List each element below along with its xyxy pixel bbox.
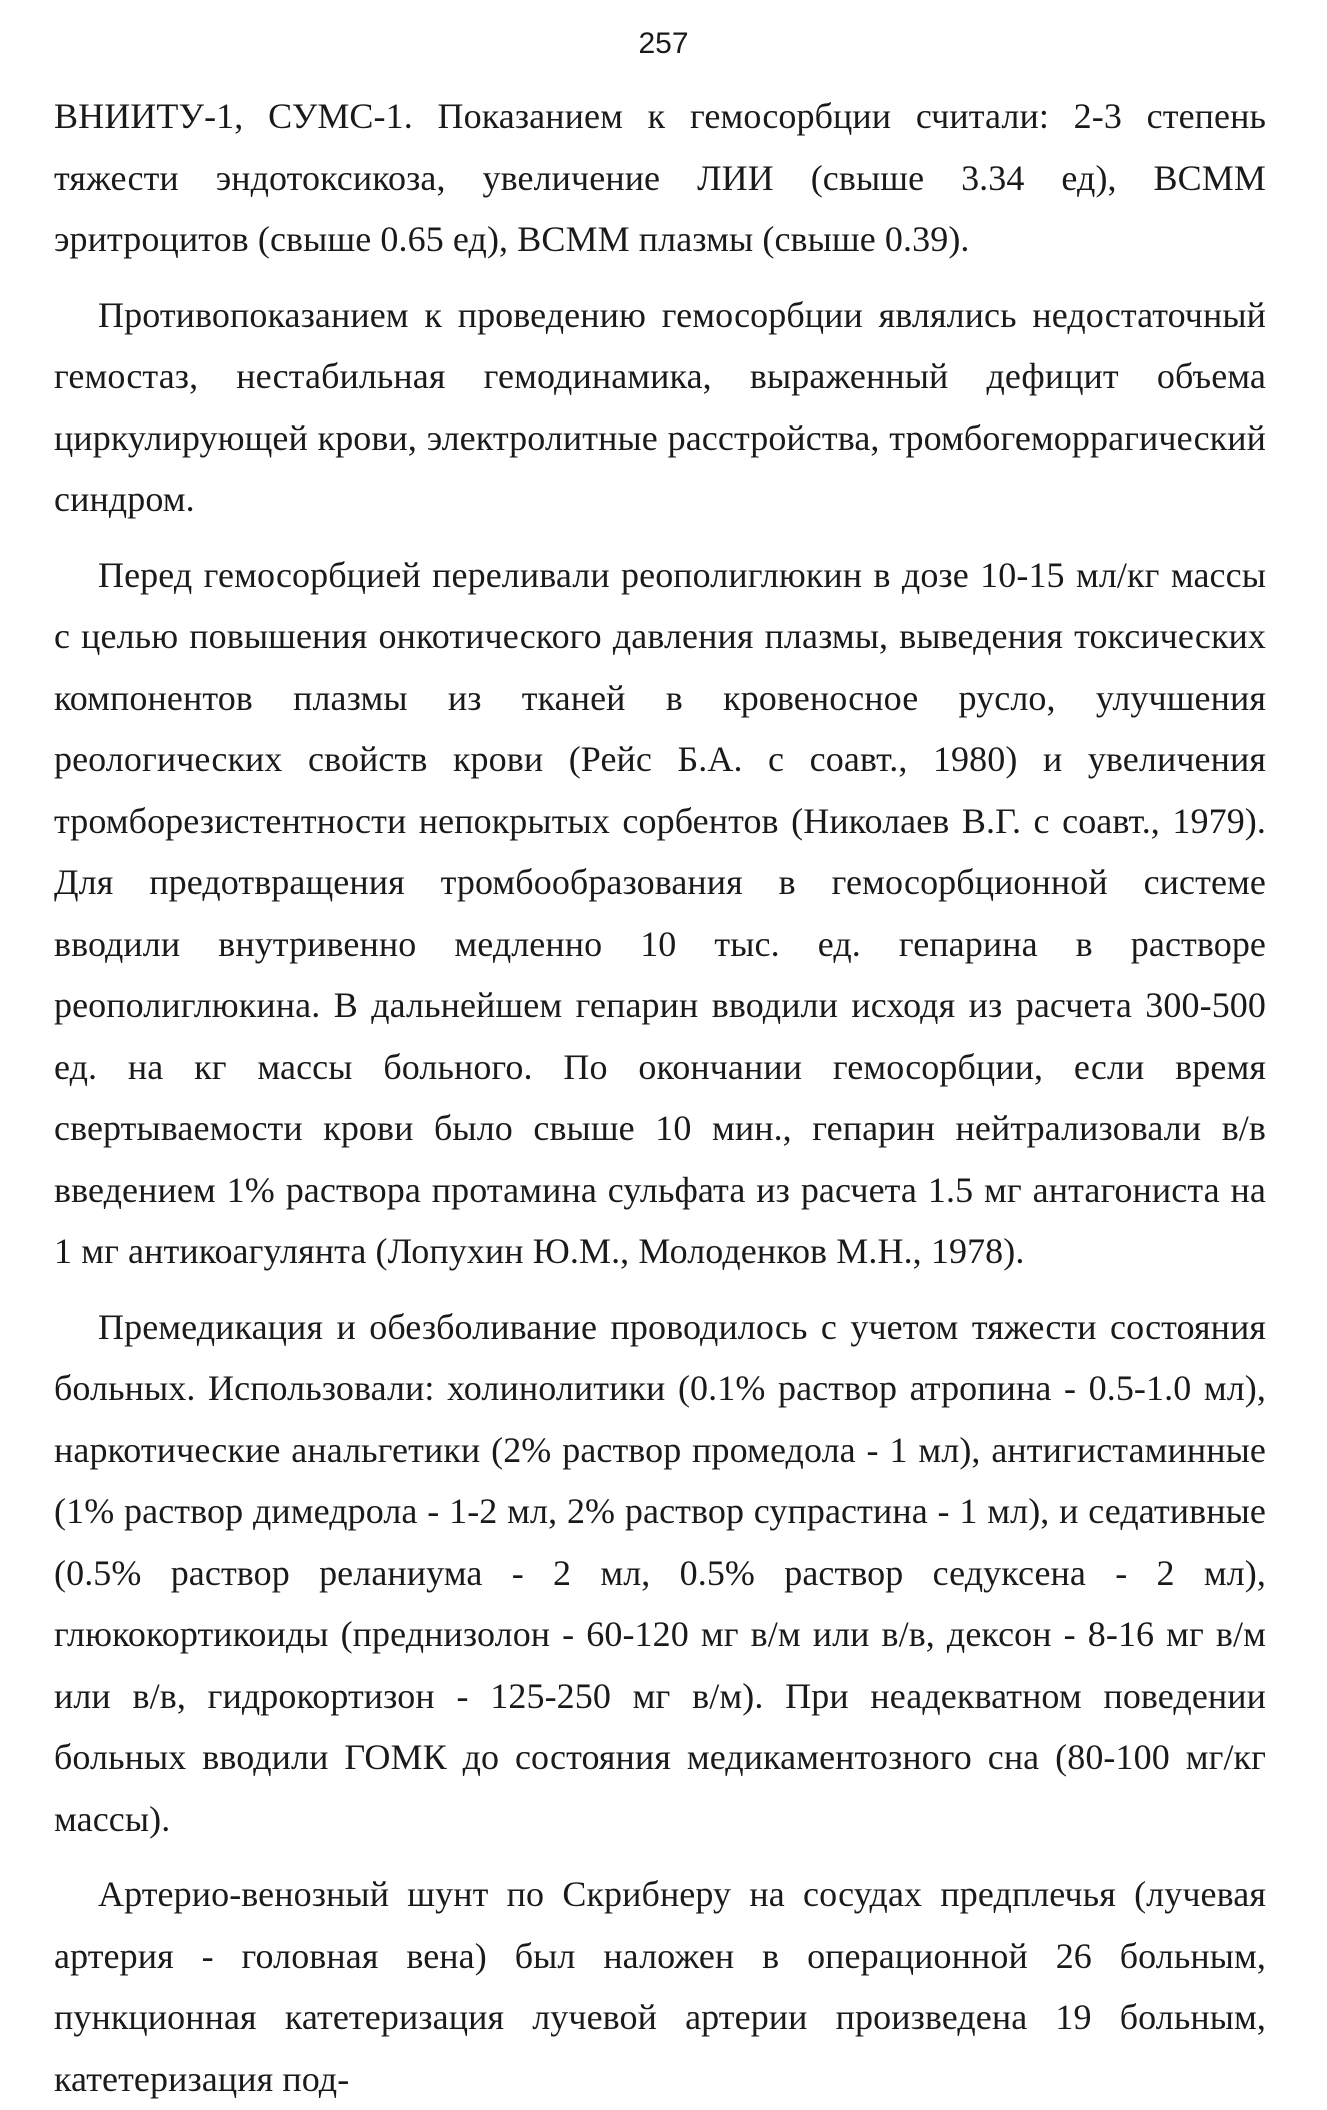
paragraph-3: Перед гемосорбцией переливали реополиглюкин в дозе 10-15 мл/кг массы с целью повышения онкотического давления плазмы, выведения токсических компонентов плазмы из тканей в кровеносное русло, улучшения реологических свойств крови (Рейс Б.А. с соавт., 1980) и увеличения тромборезистентности непокрытых сорбентов (Николаев В.Г. с соавт., 1979). Для предотвращения тромбообразования в гемосорбционной системе вводили внутривенно медленно 10 тыс. ед. гепарина в растворе реополиглюкина. В дальнейшем гепарин вводили исходя из расчета 300-500 ед. на кг массы больного. По окончании гемосорбции, если время свертываемости крови было свыше 10 мин., гепарин нейтрализовали в/в введением 1% раствора протамина сульфата из расчета 1.5 мг антагониста на 1 мг антикоагулянта (Лопухин Ю.М., Молоденков М.Н., 1978).	[54, 554, 1266, 1271]
paragraph-5: Артерио-венозный шунт по Скрибнеру на сосудах предплечья (лучевая артерия - головная вена) был наложен в операционной 26 больным, пункционная катетеризация лучевой артерии произведена 19 больным, катетеризация под-	[54, 1874, 1266, 2099]
body-text	[54, 86, 1266, 2110]
paragraph-1: ВНИИТУ-1, СУМС-1. Показанием к гемосорбции считали: 2-3 степень тяжести эндотоксикоза, увеличение ЛИИ (свыше 3.34 ед), ВСММ эритроцитов (свыше 0.65 ед), ВСММ плазмы (свыше 0.39).	[54, 96, 1266, 259]
paragraph-2: Противопоказанием к проведению гемосорбции являлись недостаточный гемостаз, нестабильная гемодинамика, выраженный дефицит объема циркулирующей крови, электролитные расстройства, тромбогеморрагический синдром.	[54, 294, 1266, 519]
page-number: 257	[638, 27, 689, 60]
paragraph-4: Премедикация и обезболивание проводилось с учетом тяжести состояния больных. Использовали: холинолитики (0.1% раствор атропина - 0.5-1.0 мл), наркотические анальгетики (2% раствор промедола - 1 мл), антигистаминные (1% раствор димедрола - 1-2 мл, 2% раствор супрастина - 1 мл), и седативные (0.5% раствор реланиума - 2 мл, 0.5% раствор седуксена - 2 мл), глюкокортикоиды (преднизолон - 60-120 мг в/м или в/в, дексон - 8-16 мг в/м или в/в, гидрокортизон - 125-250 мг в/м). При неадекватном поведении больных вводили ГОМК до состояния медикаментозного сна (80-100 мг/кг массы).	[54, 1306, 1266, 1839]
